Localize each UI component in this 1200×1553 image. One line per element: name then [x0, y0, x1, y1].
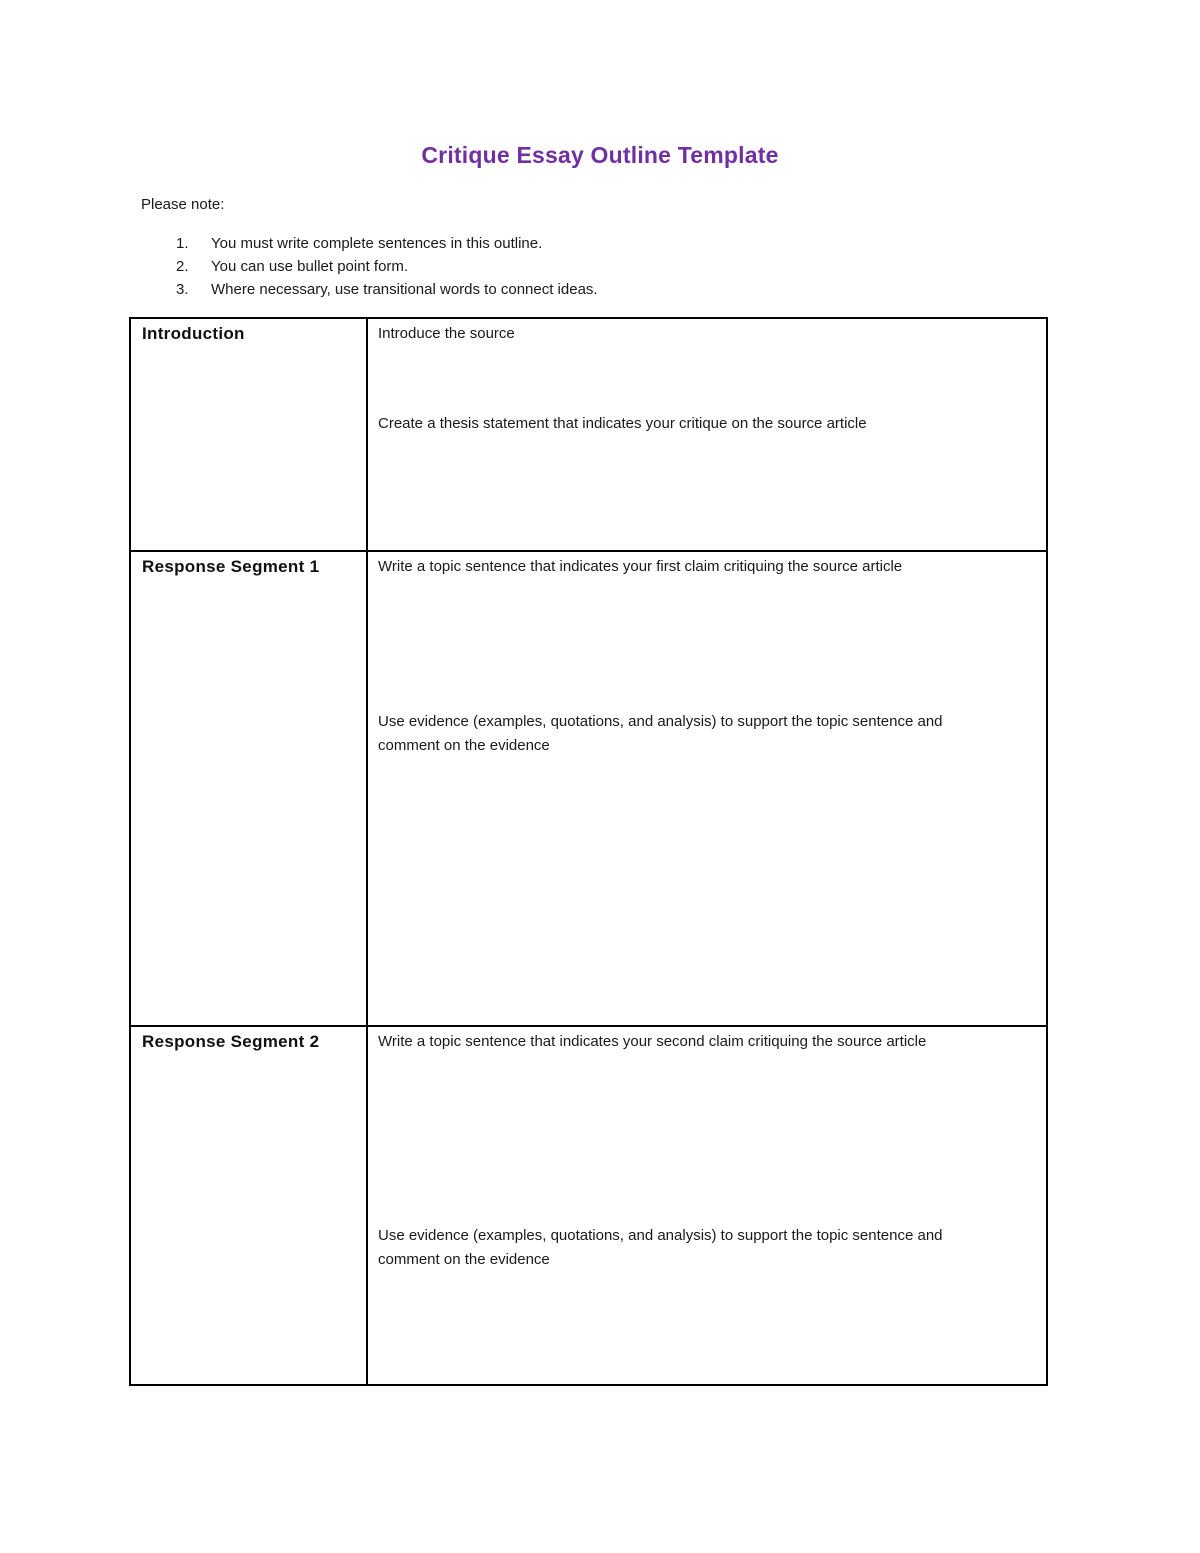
note-label: Please note: — [141, 196, 225, 213]
list-item-text: You must write complete sentences in this outline. — [211, 235, 543, 252]
notes-list — [176, 234, 598, 303]
prompt-text: Use evidence (examples, quotations, and analysis) to support the topic sentence and comment on the evidence — [378, 1227, 943, 1268]
row-content-cell[interactable] — [367, 551, 1047, 1026]
table-row-introduction — [130, 318, 1047, 551]
list-item-number: 2. — [176, 258, 189, 275]
row-label: Response Segment 2 — [142, 1032, 320, 1051]
row-content-cell[interactable] — [367, 1026, 1047, 1385]
row-content-cell[interactable] — [367, 318, 1047, 551]
prompt-text: Create a thesis statement that indicates your critique on the source article — [378, 415, 867, 432]
list-item-text: Where necessary, use transitional words to connect ideas. — [211, 281, 598, 298]
outline-table — [129, 317, 1048, 1386]
list-item — [176, 280, 598, 303]
row-label-cell — [130, 551, 367, 1026]
prompt-text: Write a topic sentence that indicates your first claim critiquing the source article — [378, 558, 903, 575]
prompt-text: Use evidence (examples, quotations, and analysis) to support the topic sentence and comment on the evidence — [378, 713, 943, 754]
list-item-number: 3. — [176, 281, 189, 298]
prompt-text: Introduce the source — [378, 325, 515, 342]
list-item-number: 1. — [176, 235, 189, 252]
prompt-text: Write a topic sentence that indicates your second claim critiquing the source article — [378, 1033, 927, 1050]
row-label-cell — [130, 1026, 367, 1385]
list-item — [176, 234, 598, 257]
list-item — [176, 257, 598, 280]
table-row-response-segment-2 — [130, 1026, 1047, 1385]
row-label: Response Segment 1 — [142, 557, 320, 576]
list-item-text: You can use bullet point form. — [211, 258, 409, 275]
document-title: Critique Essay Outline Template — [421, 142, 779, 168]
table-row-response-segment-1 — [130, 551, 1047, 1026]
row-label: Introduction — [142, 324, 245, 343]
row-label-cell — [130, 318, 367, 551]
